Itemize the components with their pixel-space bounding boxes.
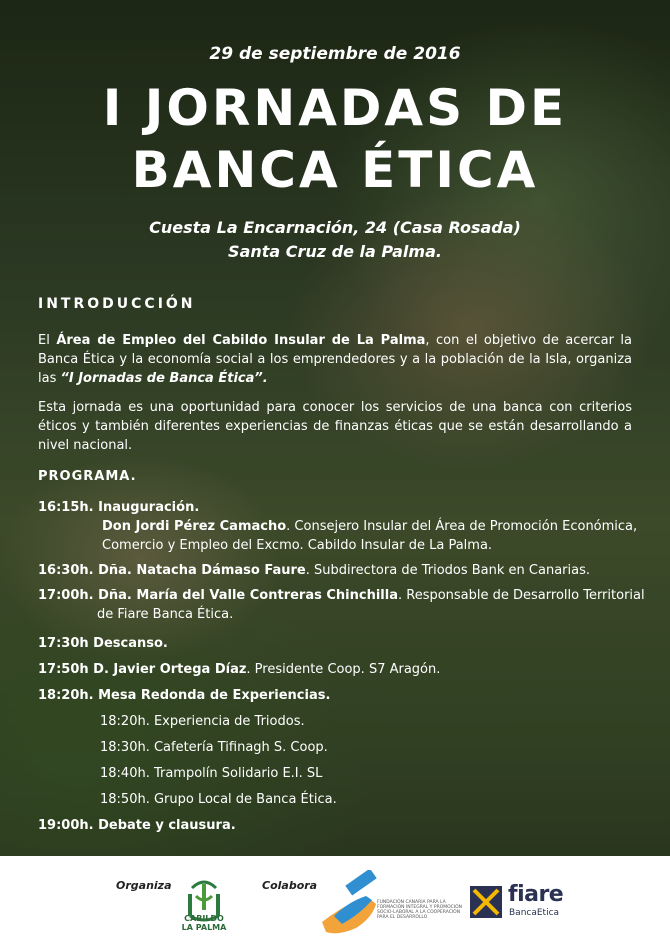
event-title-line1: I JORNADAS DE (102, 79, 568, 137)
program-item-detail (102, 517, 637, 536)
program-time: 18:20h. (38, 688, 94, 703)
program-subitem: 18:50h. Grupo Local de Banca Ética. (100, 792, 337, 807)
program-desc: . Consejero Insular del Área de Promoción Económica, (286, 519, 638, 534)
program-speaker: Don Jordi Pérez Camacho (102, 519, 287, 534)
fiare-subtitle: BancaEtica (509, 908, 560, 918)
program-time: 16:15h. (38, 500, 94, 515)
program-speaker: D. Javier Ortega Díaz (93, 662, 247, 677)
colabora-label: Colabora (262, 879, 318, 892)
fiare-wordmark: fiare (508, 882, 564, 907)
program-item (38, 816, 236, 835)
event-date: 29 de septiembre de 2016 (209, 44, 461, 64)
program-title: Debate y clausura. (98, 818, 236, 833)
cabildo-logo-icon (182, 874, 226, 944)
cabildo-line2: LA PALMA (181, 923, 227, 932)
program-subitem: 18:30h. Cafetería Tifinagh S. Coop. (100, 740, 328, 755)
intro-text: , con el objetivo de acercar la Banca Ética y la economía social a los emprendedores y a la población de la Isla, organiza las (38, 333, 632, 386)
event-address-line1: Cuesta La Encarnación, 24 (Casa Rosada) (149, 218, 521, 237)
program-time: 19:00h. (38, 818, 94, 833)
sponsors-footer (0, 856, 670, 948)
program-subitem: 18:20h. Experiencia de Triodos. (100, 714, 305, 729)
event-name: “I Jornadas de Banca Ética”. (60, 371, 268, 386)
program-subitem: 18:40h. Trampolín Solidario E.I. SL (100, 766, 323, 781)
intro-heading: INTRODUCCIÓN (38, 296, 196, 312)
fundacion-text: FUNDACIÓN CANARIA PARA LA FORMACIÓN INTEGRAL Y PROMOCIÓN SOCIO-LABORAL A LA COOPERACIÓN PARA EL DESARROLLO (377, 900, 463, 920)
program-item (38, 686, 330, 705)
program-item (38, 498, 199, 517)
intro-paragraph-2: Esta jornada es una oportunidad para conocer los servicios de una banca con criterios éticos y también diferentes experiencias de finanzas éticas que se están desarrollando a nivel nacional. (38, 400, 632, 453)
program-desc: . Responsable de Desarrollo Territorial (397, 588, 645, 603)
program-time: 17:30h (38, 636, 89, 651)
program-speaker: Dña. María del Valle Contreras Chinchilla (98, 588, 398, 603)
cabildo-line1: CABILDO (184, 914, 224, 923)
program-desc: . Presidente Coop. S7 Aragón. (246, 662, 441, 677)
event-title-line2: BANCA ÉTICA (131, 141, 539, 199)
program-item-detail: Comercio y Empleo del Excmo. Cabildo Insular de La Palma. (102, 538, 493, 553)
program-speaker: Dña. Natacha Dámaso Faure (98, 563, 306, 578)
program-item (38, 586, 645, 605)
cabildo-name (176, 914, 232, 932)
program-item-detail: de Fiare Banca Ética. (97, 607, 234, 622)
program-item (38, 561, 590, 580)
program-item (38, 660, 440, 679)
program-desc: . Subdirectora de Triodos Bank en Canarias. (305, 563, 590, 578)
program-title: Inauguración. (98, 500, 200, 515)
program-time: 17:00h. (38, 588, 94, 603)
program-time: 17:50h (38, 662, 89, 677)
program-title: Descanso. (93, 636, 168, 651)
program-title: Mesa Redonda de Experiencias. (98, 688, 331, 703)
organizer-name: Área de Empleo del Cabildo Insular de La Palma (56, 333, 426, 348)
program-heading: PROGRAMA. (38, 469, 137, 484)
intro-paragraph-1 (38, 331, 632, 388)
fiare-logo-icon (470, 886, 506, 918)
program-item (38, 634, 168, 653)
program-time: 16:30h. (38, 563, 94, 578)
organiza-label: Organiza (116, 879, 172, 892)
event-address-line2: Santa Cruz de la Palma. (228, 242, 442, 261)
intro-text: El (38, 333, 57, 348)
